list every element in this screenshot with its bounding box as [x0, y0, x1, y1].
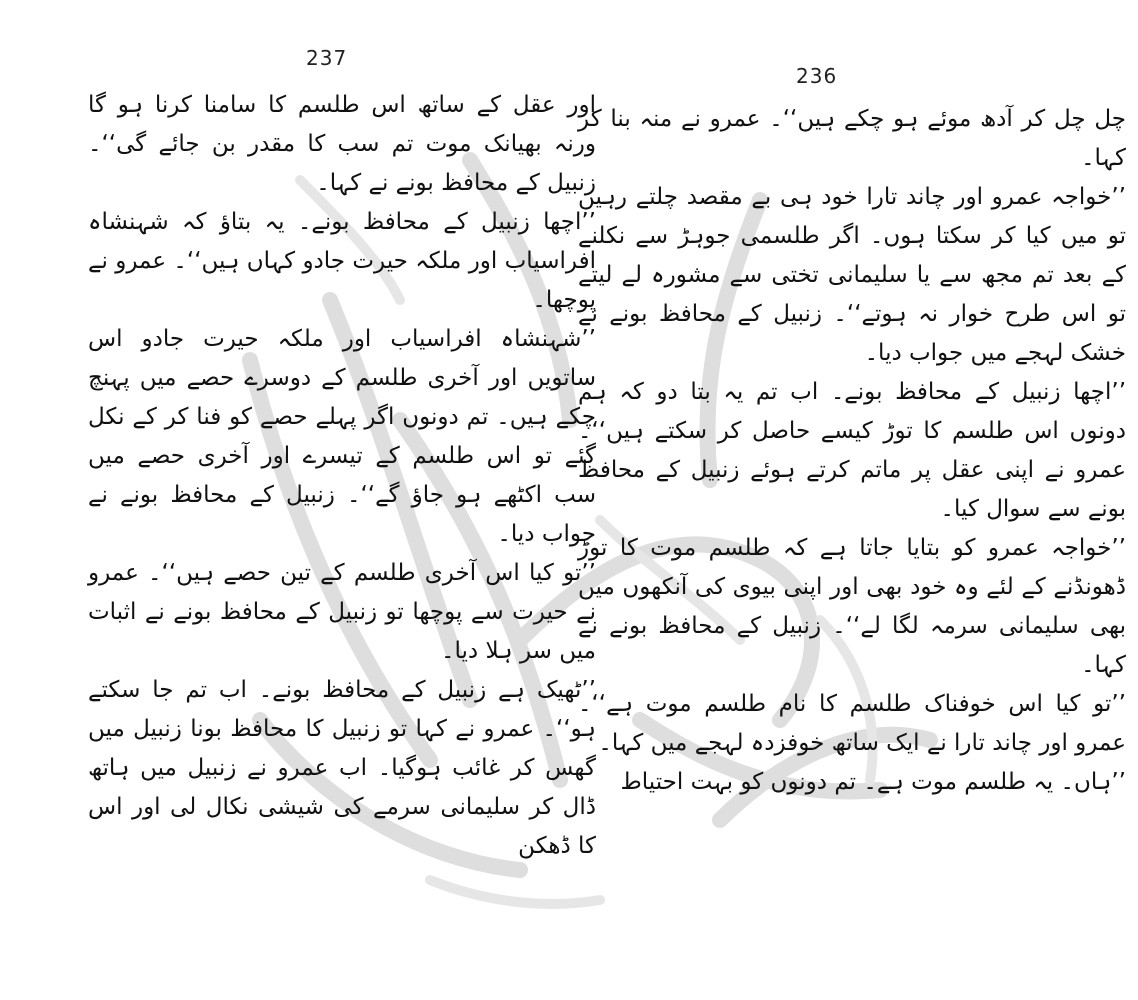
- paragraph: ’’شہنشاہ افراسیاب اور ملکہ حیرت جادو اس ساتویں اور آخری طلسم کے دوسرے حصے میں پہنچ چکے ہیں۔ تم دونوں اگر پہلے حصے کو فنا کر کے نکل گئے تو اس طلسم کے تیسرے اور آخری حصے میں سب اکٹھے ہو جاؤ گے‘‘۔ زنبیل کے محافظ بونے نے جواب دیا۔: [88, 326, 596, 547]
- paragraph: ’’ہاں۔ یہ طلسم موت ہے۔ تم دونوں کو بہت احتیاط: [620, 769, 1126, 795]
- left-page-text: [88, 86, 596, 986]
- paragraph: ’’ٹھیک ہے زنبیل کے محافظ بونے۔ اب تم جا سکتے ہو‘‘۔ عمرو نے کہا تو زنبیل کا محافظ بونا زنبیل میں گھس کر غائب ہوگیا۔ اب عمرو نے زنبیل میں ہاتھ ڈال کر سلیمانی سرمے کی شیشی نکال لی اور اس کا ڈھکن: [88, 677, 596, 859]
- paragraph: ’’اچھا زنبیل کے محافظ بونے۔ یہ بتاؤ کہ شہنشاہ افراسیاب اور ملکہ حیرت جادو کہاں ہیں‘‘۔ عمرو نے پوچھا۔: [88, 209, 596, 313]
- page-number-right: 236: [796, 64, 838, 88]
- page-number-left: 237: [306, 46, 348, 70]
- paragraph: ’’تو کیا اس خوفناک طلسم کا نام طلسم موت ہے‘‘۔ عمرو اور چاند تارا نے ایک ساتھ خوفزدہ لہجے میں کہا۔: [578, 691, 1126, 756]
- paragraph: ’’تو کیا اس آخری طلسم کے تین حصے ہیں‘‘۔ عمرو نے حیرت سے پوچھا تو زنبیل کے محافظ بونے نے اثبات میں سر ہلا دیا۔: [88, 560, 596, 664]
- paragraph: ’’خواجہ عمرو اور چاند تارا خود ہی بے مقصد چلتے رہیں تو میں کیا کر سکتا ہوں۔ اگر طلسمی جوہڑ سے نکلنے کے بعد تم مجھ سے یا سلیمانی تختی سے مشورہ لے لیتے تو اس طرح خوار نہ ہوتے‘‘۔ زنبیل کے محافظ بونے نے خشک لہجے میں جواب دیا۔: [578, 184, 1126, 366]
- paragraph: ’’خواجہ عمرو کو بتایا جاتا ہے کہ طلسم موت کا توڑ ڈھونڈنے کے لئے وہ خود بھی اور اپنی بیوی کی آنکھوں میں بھی سلیمانی سرمہ لگا لے‘‘۔ زنبیل کے محافظ بونے نے کہا۔: [578, 535, 1126, 678]
- paragraph: اور عقل کے ساتھ اس طلسم کا سامنا کرنا ہو گا ورنہ بھیانک موت تم سب کا مقدر بن جائے گی‘‘۔ زنبیل کے محافظ بونے نے کہا۔: [88, 92, 596, 196]
- paragraph: ’’اچھا زنبیل کے محافظ بونے۔ اب تم یہ بتا دو کہ ہم دونوں اس طلسم کا توڑ کیسے حاصل کر سکتے ہیں‘‘۔ عمرو نے اپنی عقل پر ماتم کرتے ہوئے زنبیل کے محافظ بونے سے سوال کیا۔: [578, 379, 1126, 522]
- right-page-text: [578, 100, 1126, 995]
- paragraph: چل چل کر آدھ موئے ہو چکے ہیں‘‘۔ عمرو نے منہ بنا کر کہا۔: [578, 106, 1126, 171]
